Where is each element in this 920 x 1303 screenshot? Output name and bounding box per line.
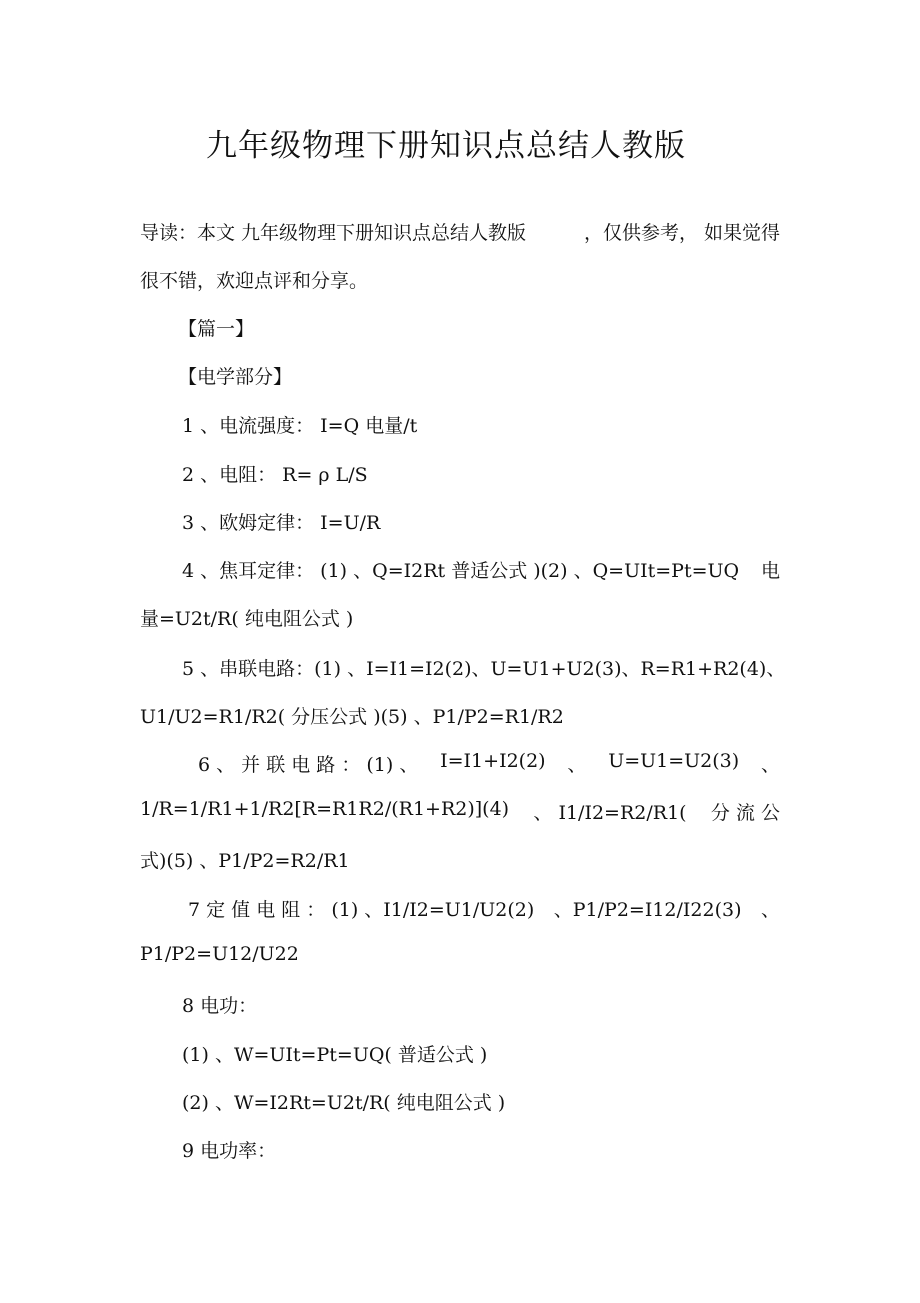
intro-line-1 — [140, 218, 780, 245]
subsection-heading: 【电学部分】 — [178, 366, 293, 388]
series-part-2: 、U=U1+U2(3) — [471, 658, 622, 680]
formula-current: 1 、电流强度： I=Q 电量/t — [182, 415, 418, 437]
parallel-part-8: 分 流 公 — [710, 802, 780, 824]
fixed-resistor-line-1 — [188, 895, 780, 922]
electric-work-formula-2: (2) 、W=I2Rt=U2t/R( 纯电阻公式 ) — [182, 1092, 506, 1114]
parallel-part-4: U=U1=U2(3) — [608, 750, 740, 772]
page-title: 九年级物理下册知识点总结人教版 — [206, 128, 686, 164]
parallel-circuit-line-3: 式)(5) 、P1/P2=R2/R1 — [140, 850, 350, 872]
parallel-circuit-line-1 — [198, 750, 780, 777]
intro-text-left: 导读：本文 九年级物理下册知识点总结人教版 — [140, 222, 527, 244]
electric-work-heading: 8 电功： — [182, 995, 258, 1017]
fixed-resistor-line-2: P1/P2=U12/U22 — [140, 943, 299, 965]
fixed-resistor-part-1: 7 定 值 电 阻 ： (1) 、I1/I2=U1/U2(2) — [188, 899, 535, 921]
intro-text-right: ，仅供参考， 如果觉得 — [583, 222, 780, 244]
fixed-resistor-part-2: 、P1/P2=I12/I22(3) — [553, 899, 742, 921]
formula-joule-tail: 电 — [760, 560, 780, 582]
electric-power-heading: 9 电功率： — [182, 1140, 277, 1162]
parallel-part-5: 、 — [760, 754, 780, 776]
series-part-1: 5 、串联电路：(1) 、I=I1=I2(2) — [182, 658, 472, 680]
fixed-resistor-part-3: 、 — [760, 899, 780, 921]
formula-joule-text: 4 、焦耳定律： (1) 、Q=I2Rt 普适公式 )(2) 、Q=UIt=Pt=UQ — [182, 560, 740, 582]
intro-line-2: 很不错，欢迎点评和分享。 — [140, 270, 369, 292]
parallel-part-3: 、 — [567, 754, 587, 776]
formula-joule-line-2: 量=U2t/R( 纯电阻公式 ) — [140, 608, 354, 630]
series-part-3: 、R=R1+R2(4) — [621, 658, 767, 680]
parallel-part-2: I=I1+I2(2) — [440, 750, 546, 772]
electric-work-formula-1: (1) 、W=UIt=Pt=UQ( 普适公式 ) — [182, 1044, 488, 1066]
series-circuit-line-1 — [182, 654, 786, 681]
series-circuit-line-2: U1/U2=R1/R2( 分压公式 )(5) 、P1/P2=R1/R2 — [140, 706, 564, 728]
series-part-4: 、 — [766, 658, 786, 680]
section-heading: 【篇一】 — [178, 318, 255, 340]
parallel-part-7: 、 I1/I2=R2/R1( — [533, 802, 687, 824]
parallel-part-1: 6 、 并 联 电 路 ： (1) 、 — [198, 754, 419, 776]
formula-ohms-law: 3 、欧姆定律： I=U/R — [182, 512, 381, 534]
formula-resistance: 2 、电阻： R= ρ L/S — [182, 464, 368, 486]
parallel-circuit-line-2 — [140, 798, 780, 825]
parallel-part-6: 1/R=1/R1+1/R2[R=R1R2/(R1+R2)](4) — [140, 798, 510, 820]
formula-joule-line-1 — [182, 556, 780, 583]
